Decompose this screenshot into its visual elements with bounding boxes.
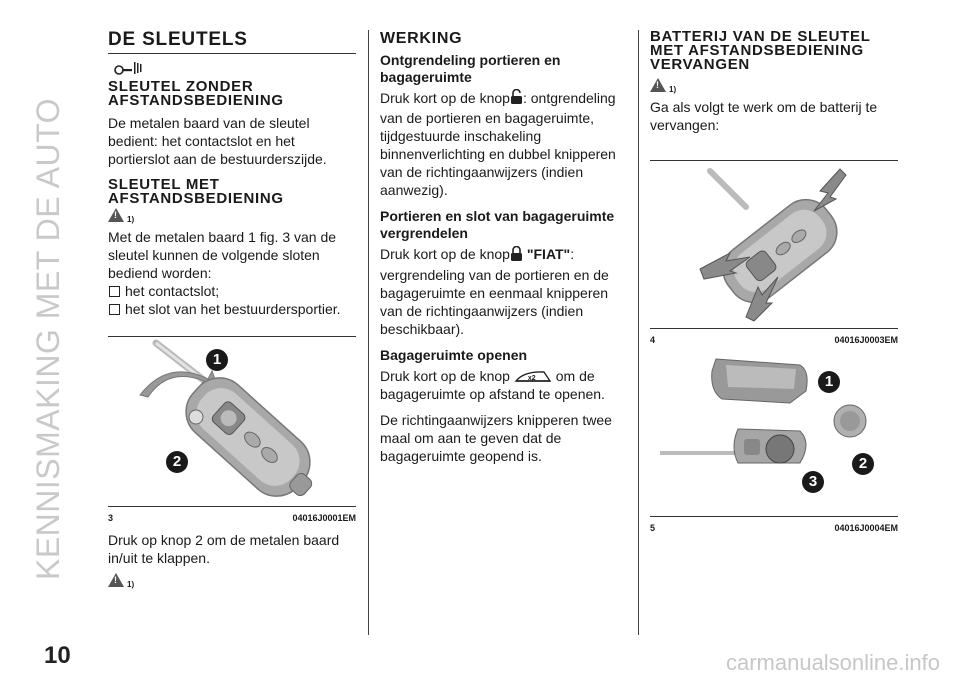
heading-key-without-remote: SLEUTEL ZONDER AFSTANDSBEDIENING	[108, 78, 284, 109]
section-title-keys: DE SLEUTELS	[108, 30, 356, 54]
warning-note-ref: ! 1)	[108, 573, 356, 589]
callout-3: 3	[802, 471, 824, 493]
checkbox-bullet-icon	[109, 304, 120, 315]
column-2	[380, 30, 628, 465]
figure-caption: 4 04016J0003EM	[650, 335, 898, 345]
figure-3	[108, 336, 356, 523]
text-unlock: Druk kort op de knop : ontgrendeling van de portieren en bagageruimte, tijdgestuurde inschakeling binnenverlichting en dubbel knipperen van de richtingaanwijzers (indien aanwezig).	[380, 90, 616, 199]
text-key-without-remote: De metalen baard van de sleutel bedient: het contactslot en het portierslot aan de bestuurderszijde.	[108, 115, 327, 167]
figure-4	[650, 160, 898, 345]
section-title-operation: WERKING	[380, 30, 463, 47]
heading-key-with-remote: SLEUTEL MET AFSTANDSBEDIENING	[108, 176, 284, 207]
watermark: carmanualsonline.info	[725, 650, 940, 675]
list-item: het slot van het bestuurdersportier.	[108, 300, 356, 318]
figure-5	[650, 351, 898, 533]
heading-lock: Portieren en slot van bagageruimte vergrendelen	[380, 208, 615, 242]
column-divider-1	[368, 30, 369, 635]
heading-open-trunk: Bagageruimte openen	[380, 346, 528, 363]
warning-icon	[650, 78, 666, 92]
checkbox-bullet-icon	[109, 286, 120, 297]
chapter-side-label	[22, 40, 82, 580]
text-open-trunk: Druk kort op de knop x2 om de bagageruimte op afstand te openen.	[380, 367, 605, 402]
heading-unlock: Ontgrendeling portieren en bagageruimte	[380, 52, 561, 85]
battery-replacement-illustration	[650, 351, 898, 515]
column-3	[650, 28, 898, 533]
section-title-battery-replace: BATTERIJ VAN DE SLEUTEL MET AFSTANDSBEDIENING VERVANGEN	[650, 28, 871, 73]
callout-1: 1	[818, 371, 840, 393]
callout-2: 2	[852, 453, 874, 475]
warning-note-ref: ! 1)	[650, 78, 898, 94]
key-icon	[114, 60, 356, 76]
unlock-padlock-icon	[510, 89, 523, 109]
text-key-with-remote: Met de metalen baard 1 fig. 3 van de sleutel kunnen de volgende sloten bediend worden:	[108, 229, 337, 281]
page-number: 10	[44, 642, 71, 669]
warning-note-ref: ! 1)	[108, 208, 356, 224]
text-indicators-blink: De richtingaanwijzers knipperen twee maal om aan te geven dat de bagageruimte geopend is.	[380, 411, 612, 464]
text-lock: Druk kort op de knop "FIAT": vergrendeling van de portieren en de bagageruimte en eenmaal knipperen van de richtingaanwijzers (indien beschikbaar).	[380, 246, 609, 337]
key-fob-press-illustration	[650, 161, 898, 327]
key-fob-illustration	[108, 337, 356, 505]
warning-icon	[108, 573, 124, 587]
text-press-button-2: Druk op knop 2 om de metalen baard in/uit te klappen.	[108, 532, 340, 566]
chapter-side-label-text: KENNISMAKING MET DE AUTO	[30, 97, 66, 580]
text-battery-replace: Ga als volgt te werk om de batterij te vervangen:	[650, 99, 878, 133]
callout-2: 2	[166, 451, 188, 473]
lock-padlock-icon	[510, 246, 523, 266]
column-divider-2	[638, 30, 639, 635]
callout-1: 1	[206, 349, 228, 371]
warning-icon	[108, 208, 124, 222]
figure-caption: 3 04016J0001EM	[108, 513, 356, 523]
list-item: het contactslot;	[108, 282, 356, 300]
column-1	[108, 30, 356, 593]
figure-caption: 5 04016J0004EM	[650, 523, 898, 533]
trunk-open-icon: x2	[514, 369, 552, 385]
